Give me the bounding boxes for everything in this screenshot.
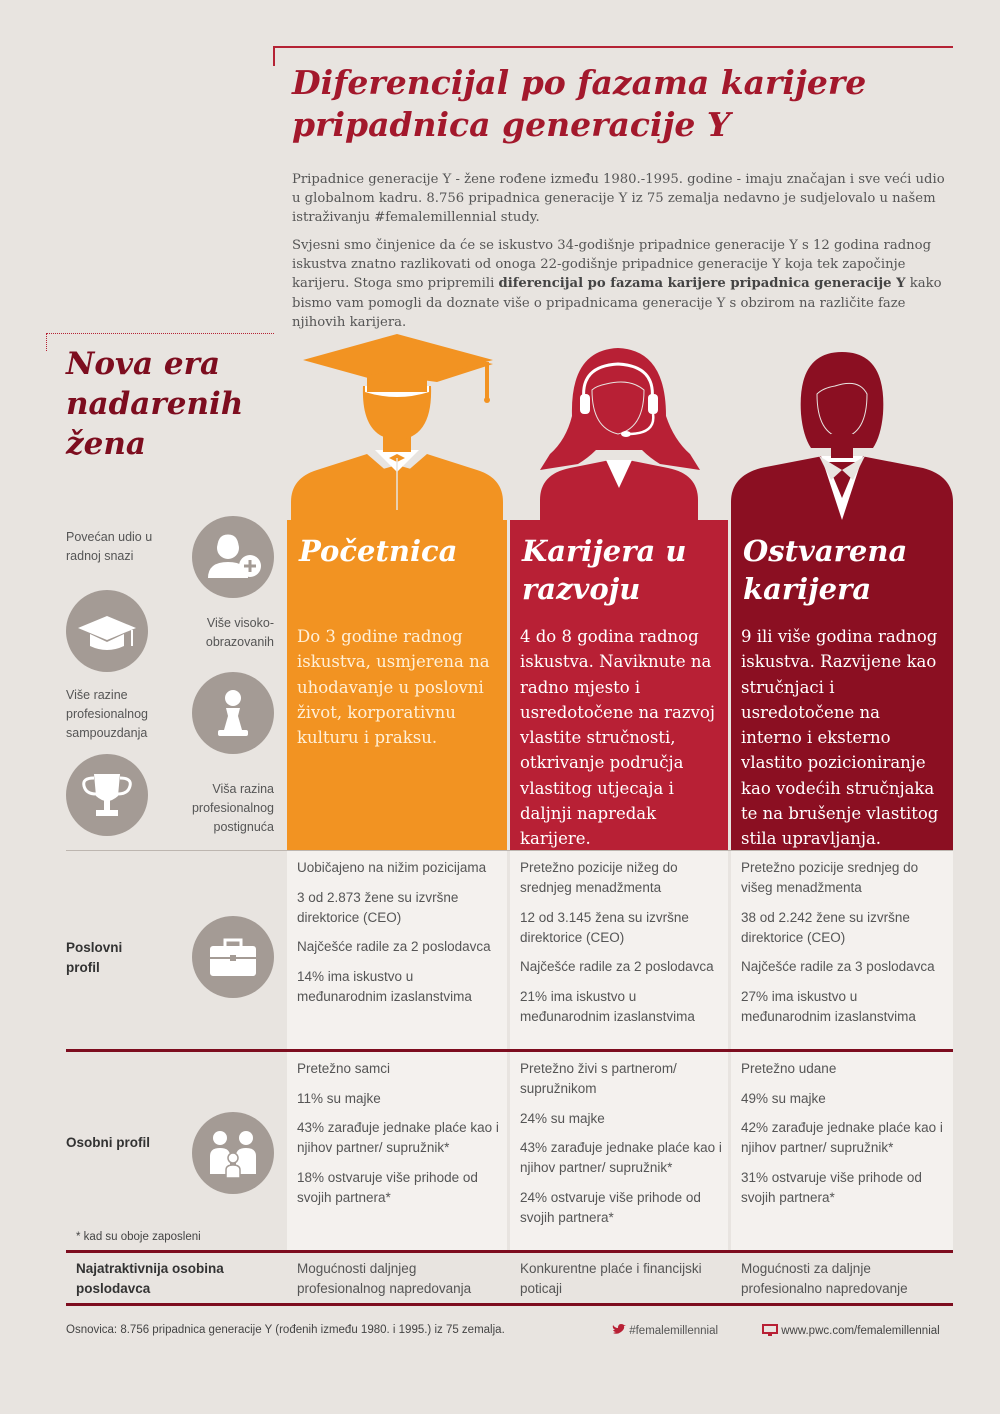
row-label-personal: Osobni profil	[66, 1135, 150, 1150]
personal-profile-developing: Pretežno živi s partnerom/ supružnikom 24% su majke 43% zarađuje jednake plaće kao i njihov partner/ supružnik* 24% ostvaruje više prihode od svojih partnera*	[520, 1061, 722, 1225]
attractive-beginner: Mogućnosti daljnjeg profesionalnog napredovanja	[297, 1261, 472, 1296]
website-url: www.pwc.com/femalemillennial	[781, 1325, 940, 1337]
row-divider	[66, 850, 953, 851]
column-desc-developing: 4 do 8 godina radnog iskustva. Naviknute na radno mjesto i usredotočene na razvoj vlastite stručnosti, otkrivanje područja vlastitog utjecaja i daljnji napredak karijere.	[510, 615, 728, 850]
businesswoman-figure-icon	[731, 330, 953, 522]
row-divider	[66, 1250, 953, 1253]
woman-plus-icon	[192, 516, 274, 598]
business-profile-beginner: Uobičajeno na nižim pozicijama 3 od 2.873 žene su izvršne direktorice (CEO) Najčešće radile za 2 poslodavca 14% ima iskustvo u međunarodnim izaslanstvima	[297, 860, 491, 1004]
label-workforce-share: Povećan udio u radnoj snazi	[66, 530, 153, 563]
twitter-handle: #femalemillennial	[629, 1325, 719, 1337]
monitor-icon	[762, 1324, 778, 1336]
briefcase-icon	[192, 916, 274, 998]
label-achievement: Viša razina profesionalnog postignuća	[191, 782, 274, 834]
label-self-confidence: Više razine profesionalnog sampouzdanja	[66, 688, 149, 740]
column-desc-established: 9 ili više godina radnog iskustva. Razvijene kao stručnjaci i usredotočene na interno i eksterno vlastito pozicioniranje kao vodećih stručnjaka te na brušenje vlastitog stila upravljanja.	[731, 615, 953, 850]
personal-profile-established: Pretežno udane 49% su majke 42% zarađuje jednake plaće kao i njihov partner/ supružnik* 31% ostvaruje više prihode od svojih partnera*	[741, 1061, 943, 1205]
footer-web[interactable]	[762, 1324, 962, 1337]
attractive-established: Mogućnosti za daljnje profesionalno napredovanje	[741, 1261, 908, 1296]
top-rule-tick	[273, 46, 275, 66]
row-label-business: Poslovni profil	[66, 940, 123, 975]
business-profile-established: Pretežno pozicije srednjeg do višeg menadžmenta 38 od 2.242 žene su izvršne direktorice (CEO) Najčešće radile za 3 poslodavca 27% ima iskustvo u međunarodnim izaslanstvima	[741, 860, 935, 1024]
row-label-attractive: Najatraktivnija osobina poslodavca	[76, 1261, 224, 1296]
chess-pawn-icon	[192, 672, 274, 754]
row-divider	[66, 1049, 953, 1052]
section-title: Nova era nadarenih žena	[66, 346, 244, 462]
business-profile-developing: Pretežno pozicije nižeg do srednjeg menadžmenta 12 od 3.145 žena su izvršne direktorice (CEO) Najčešće radile za 2 poslodavca 21% ima iskustvo u međunarodnim izaslanstvima	[520, 860, 714, 1024]
section-rule-tick	[46, 333, 47, 351]
top-rule	[273, 46, 953, 48]
column-title-beginner: Početnica	[287, 520, 507, 615]
woman-headset-figure-icon	[510, 330, 728, 522]
column-desc-beginner: Do 3 godine radnog iskustva, usmjerena na uhodavanje u poslovni život, korporativnu kulturu i praksu.	[287, 615, 507, 850]
footnote: * kad su oboje zaposleni	[76, 1231, 201, 1243]
graduation-cap-icon	[66, 590, 148, 672]
column-title-developing: Karijera u razvoju	[510, 520, 728, 615]
graduate-figure-icon	[287, 330, 507, 522]
section-rule	[46, 333, 274, 334]
page-title: Diferencijal po fazama karijere pripadnica generacije Y	[292, 63, 867, 144]
intro-paragraph-2: Svjesni smo činjenice da će se iskustvo 34-godišnje pripadnice generacije Y s 12 godina radnog iskustva znatno razlikovati od onoga 22-godišnje pripadnice generacije Y koja tek započinje karijeru. Stoga smo pripremili diferencijal po fazama karijere pripadnica generacije Y kako bismo vam pomogli da doznate više o pripadnicama generacije Y s obzirom na različite faze njihovih karijera.	[292, 238, 942, 330]
row-divider	[66, 1303, 953, 1306]
footer-basis: Osnovica: 8.756 pripadnica generacije Y (rođenih između 1980. i 1995.) iz 75 zemalja.	[66, 1324, 505, 1336]
footer-twitter[interactable]	[612, 1324, 752, 1337]
attractive-developing: Konkurentne plaće i financijski poticaji	[520, 1261, 702, 1296]
intro-paragraph-1: Pripadnice generacije Y - žene rođene između 1980.-1995. godine - imaju značajan i sve veći udio u globalnom kadru. 8.756 pripadnica generacije Y iz 75 zemalja nedavno je sudjelovalo u našem istraživanju #femalemillennial study.	[292, 172, 945, 226]
twitter-bird-icon	[612, 1324, 626, 1336]
label-higher-education: Više visoko-obrazovanih	[205, 616, 274, 649]
trophy-icon	[66, 754, 148, 836]
column-title-established: Ostvarena karijera	[731, 520, 953, 615]
personal-profile-beginner: Pretežno samci 11% su majke 43% zarađuje jednake plaće kao i njihov partner/ supružnik* 18% ostvaruje više prihode od svojih partnera*	[297, 1061, 499, 1205]
family-icon	[192, 1112, 274, 1194]
